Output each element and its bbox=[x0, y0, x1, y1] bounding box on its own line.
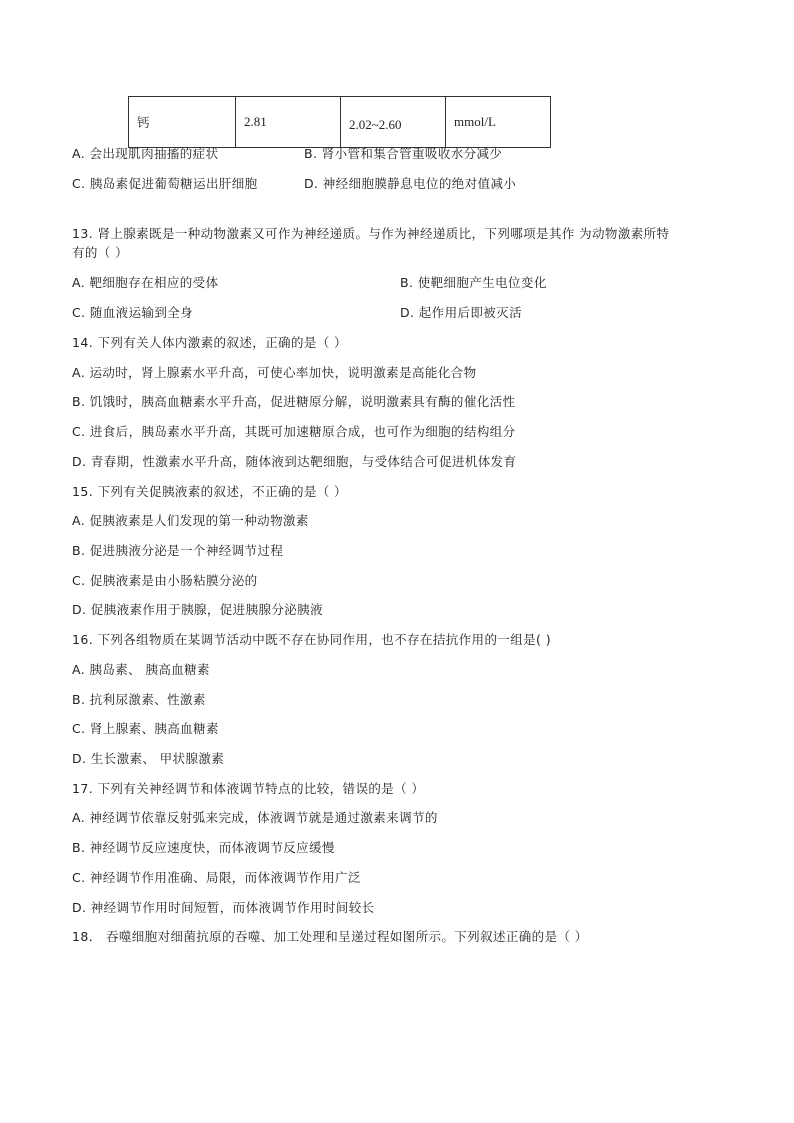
q14-option-b: B. 饥饿时，胰高血糖素水平升高，促进糖原分解，说明激素具有酶的催化活性 bbox=[72, 394, 516, 409]
q12-option-c: C. 胰岛素促进葡萄糖运出肝细胞 bbox=[72, 176, 258, 191]
q14-option-c: C. 进食后，胰岛素水平升高，其既可加速糖原合成，也可作为细胞的结构组分 bbox=[72, 424, 516, 439]
q12-option-a: A. 会出现肌肉抽搐的症状 bbox=[72, 146, 219, 161]
q16-option-a: A. 胰岛素、 胰高血糖素 bbox=[72, 662, 210, 677]
q13-stem-line1: 13. 肾上腺素既是一种动物激素又可作为神经递质。与作为神经递质比，下列哪项是其作 为动物激素所特 bbox=[72, 226, 670, 241]
table-cell-item: 钙 bbox=[129, 97, 236, 148]
q14-option-d: D. 青春期，性激素水平升高，随体液到达靶细胞，与受体结合可促进机体发育 bbox=[72, 454, 517, 469]
q12-option-b: B. 肾小管和集合管重吸收水分减少 bbox=[304, 146, 503, 161]
q16-option-b: B. 抗利尿激素、性激素 bbox=[72, 692, 206, 707]
table-cell-range: 2.02~2.60 bbox=[341, 97, 446, 148]
q13-option-d: D. 起作用后即被灭活 bbox=[400, 305, 522, 320]
table-cell-value: 2.81 bbox=[236, 97, 341, 148]
q18-stem: 18． 吞噬细胞对细菌抗原的吞噬、加工处理和呈递过程如图所示。下列叙述正确的是（ ） bbox=[72, 929, 588, 944]
q12-option-d: D. 神经细胞膜静息电位的绝对值减小 bbox=[304, 176, 517, 191]
q15-option-c: C. 促胰液素是由小肠粘膜分泌的 bbox=[72, 573, 258, 588]
q13-option-a: A. 靶细胞存在相应的受体 bbox=[72, 275, 219, 290]
q15-option-a: A. 促胰液素是人们发现的第一种动物激素 bbox=[72, 513, 309, 528]
q13-stem-line2: 有的（ ） bbox=[72, 245, 128, 260]
q13-option-b: B. 使靶细胞产生电位变化 bbox=[400, 275, 547, 290]
q15-stem: 15. 下列有关促胰液素的叙述，不正确的是（ ） bbox=[72, 484, 347, 499]
q17-option-b: B. 神经调节反应速度快，而体液调节反应缓慢 bbox=[72, 840, 335, 855]
q16-option-c: C. 肾上腺素、胰高血糖素 bbox=[72, 721, 219, 736]
q17-option-c: C. 神经调节作用准确、局限，而体液调节作用广泛 bbox=[72, 870, 361, 885]
q16-option-d: D. 生长激素、 甲状腺激素 bbox=[72, 751, 225, 766]
q17-stem: 17. 下列有关神经调节和体液调节特点的比较，错误的是（ ） bbox=[72, 781, 425, 796]
q16-stem: 16. 下列各组物质在某调节活动中既不存在协同作用，也不存在拮抗作用的一组是( ) bbox=[72, 632, 551, 647]
table-row bbox=[129, 97, 551, 148]
reference-table bbox=[128, 96, 551, 148]
q17-option-d: D. 神经调节作用时间短暂，而体液调节作用时间较长 bbox=[72, 900, 375, 915]
q14-stem: 14. 下列有关人体内激素的叙述，正确的是（ ） bbox=[72, 335, 347, 350]
q17-option-a: A. 神经调节依靠反射弧来完成，体液调节就是通过激素来调节的 bbox=[72, 810, 438, 825]
q15-option-b: B. 促进胰液分泌是一个神经调节过程 bbox=[72, 543, 284, 558]
q14-option-a: A. 运动时，肾上腺素水平升高，可使心率加快，说明激素是高能化合物 bbox=[72, 365, 477, 380]
table-cell-unit: mmol/L bbox=[446, 97, 551, 148]
q15-option-d: D. 促胰液素作用于胰腺，促进胰腺分泌胰液 bbox=[72, 602, 323, 617]
q13-option-c: C. 随血液运输到全身 bbox=[72, 305, 194, 320]
